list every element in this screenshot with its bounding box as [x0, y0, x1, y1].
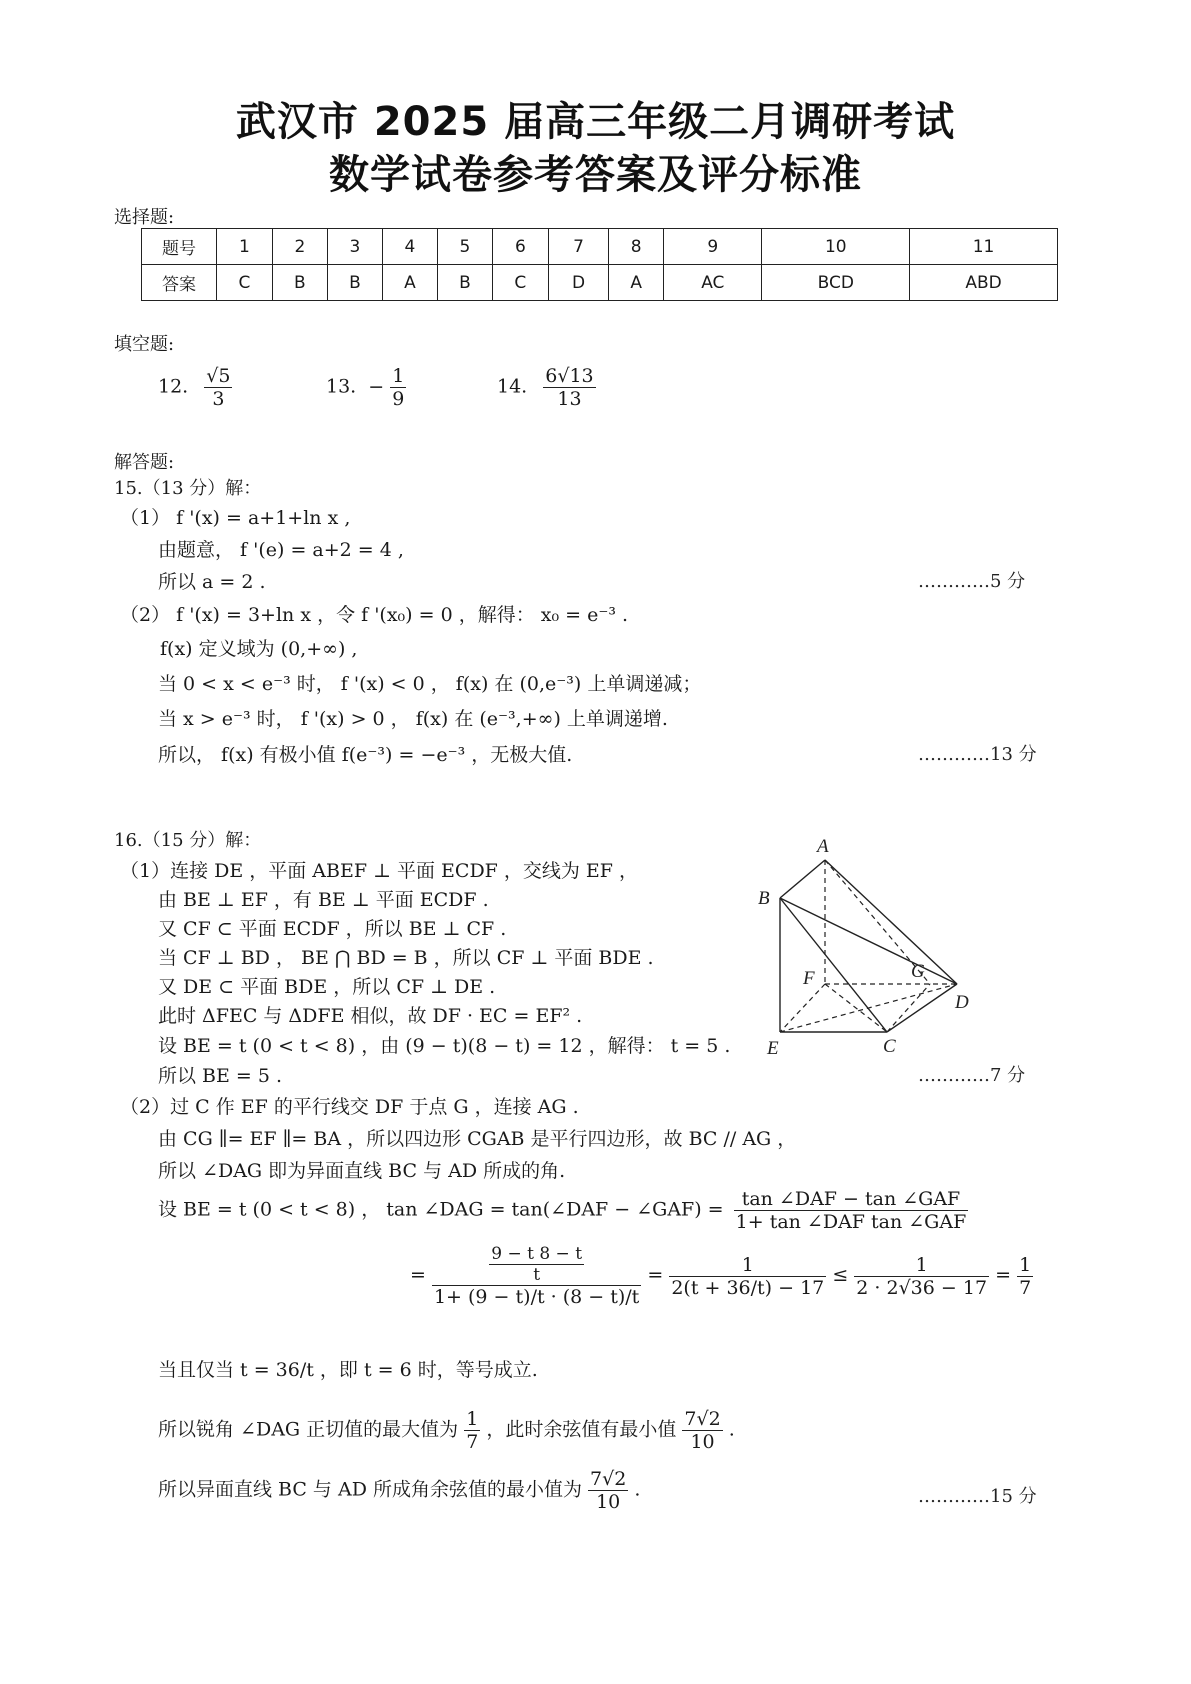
q15-line: f(x) 定义域为 (0,+∞) ,	[160, 638, 358, 660]
fraction-numerator: √5	[206, 365, 231, 387]
fraction	[734, 1188, 969, 1233]
fraction	[543, 365, 595, 410]
page-subtitle: 数学试卷参考答案及评分标准	[329, 152, 862, 198]
page-title: 武汉市 2025 届高三年级二月调研考试	[235, 99, 956, 145]
fraction-denominator: 3	[212, 388, 225, 410]
edge-fc	[825, 984, 887, 1032]
fraction-denominator: t	[533, 1265, 541, 1285]
vertex-label: C	[883, 1036, 896, 1057]
vertex-label: B	[758, 888, 770, 909]
fraction-numerator: 1	[1019, 1253, 1032, 1276]
fraction	[204, 365, 232, 410]
q15-line: 当 0 < x < e⁻³ 时， f '(x) < 0 ， f(x) 在 (0,e⁻³) 上单调递减；	[158, 673, 702, 695]
fraction	[1017, 1254, 1033, 1299]
q16-line: 所以锐角 ∠DAG 正切值的最大值为 $\frac{1}{7}$ ，此时余弦值有最小值 $\frac{7√2}{10}$ .	[158, 1408, 735, 1453]
table-cell: A	[382, 265, 437, 301]
table-cell: 4	[382, 229, 437, 265]
fill-answer-13	[326, 365, 406, 410]
table-cell: 3	[327, 229, 382, 265]
table-cell: 5	[437, 229, 492, 265]
q16-line: （1）连接 DE ，平面 ABEF ⊥ 平面 ECDF ，交线为 EF ，	[120, 860, 639, 882]
table-cell: 6	[492, 229, 548, 265]
fraction-numerator: 7√2	[590, 1468, 627, 1490]
fill-answer-14	[497, 365, 596, 410]
fraction	[669, 1254, 826, 1299]
table-cell: A	[609, 265, 664, 301]
q16-line: 当且仅当 t = 36/t ，即 t = 6 时，等号成立.	[158, 1359, 538, 1381]
table-cell: B	[327, 265, 382, 301]
table-row	[142, 265, 1058, 301]
text-segment: 所以异面直线 BC 与 AD 所成角余弦值的最小值为	[158, 1478, 582, 1501]
fraction-denominator: 13	[557, 388, 582, 410]
fraction-numerator: 9 − t 8 − t	[491, 1244, 583, 1264]
fraction-denominator: 9	[392, 388, 405, 410]
table-cell: 8	[609, 229, 664, 265]
fraction-denominator: 7	[466, 1431, 479, 1453]
q16-line: 所以 ∠DAG 即为异面直线 BC 与 AD 所成的角.	[158, 1160, 566, 1182]
q15-line: 由题意， f '(e) = a+2 = 4 ,	[158, 539, 404, 561]
fraction-denominator: 10	[596, 1491, 621, 1513]
q15-heading: 15.（13 分）解：	[114, 478, 262, 499]
q15-line: （2） f '(x) = 3+ln x ，令 f '(x₀) = 0 ，解得： x₀ = e⁻³ .	[120, 604, 629, 626]
fraction	[489, 1244, 584, 1285]
fraction-numerator: 7√2	[684, 1408, 721, 1430]
q15-line: 所以， f(x) 有极小值 f(e⁻³) = −e⁻³ ，无极大值.	[158, 744, 573, 766]
fraction-denominator: 1+ tan ∠DAF tan ∠GAF	[735, 1211, 967, 1233]
table-cell: B	[437, 265, 492, 301]
fraction-denominator: 2(t + 36/t) − 17	[671, 1276, 825, 1299]
fraction-numerator: 1	[392, 365, 405, 387]
table-head-cell: 题号	[142, 229, 217, 265]
q16-line: 由 CG ∥= EF ∥= BA ，所以四边形 CGAB 是平行四边形，故 BC // AG ，	[158, 1128, 797, 1150]
table-cell: 10	[762, 229, 910, 265]
equation-text: 设 BE = t (0 < t < 8) ， tan ∠DAG = tan(∠DAF − ∠GAF) =	[158, 1198, 724, 1221]
fraction-numerator: 1	[669, 1254, 826, 1277]
q16-line: 此时 ΔFEC 与 ΔDFE 相似，故 DF · EC = EF² .	[158, 1005, 583, 1027]
q16-heading: 16.（15 分）解：	[114, 830, 262, 851]
question-number: 13.	[326, 375, 357, 398]
edge-fe	[780, 984, 825, 1032]
minus-sign: −	[368, 375, 385, 398]
q16-line: （2）过 C 作 EF 的平行线交 DF 于点 G ，连接 AG .	[120, 1096, 579, 1118]
q16-line: 又 DE ⊂ 平面 BDE ，所以 CF ⊥ DE .	[158, 976, 496, 998]
fill-answer-12	[158, 365, 232, 410]
table-head-cell: 答案	[142, 265, 217, 301]
q16-tan-line	[158, 1188, 968, 1233]
fraction	[464, 1408, 480, 1453]
table-cell: D	[548, 265, 608, 301]
vertex-label: A	[817, 836, 829, 857]
vertex-label: G	[911, 961, 925, 982]
fraction-numerator: tan ∠DAF − tan ∠GAF	[734, 1188, 969, 1211]
edge-cd	[887, 984, 957, 1032]
table-cell: C	[217, 265, 273, 301]
q16-line: 由 BE ⊥ EF ，有 BE ⊥ 平面 ECDF .	[158, 889, 489, 911]
q16-line: 设 BE = t (0 < t < 8) ，由 (9 − t)(8 − t) = 12 ，解得： t = 5 .	[158, 1035, 731, 1057]
vertex-label: D	[955, 992, 969, 1013]
fill-section-label: 填空题:	[114, 334, 175, 355]
fraction-denominator: 7	[1019, 1276, 1032, 1299]
fraction-numerator: 1	[466, 1408, 479, 1430]
geometry-figure	[755, 832, 975, 1064]
fraction-denominator: 1+ (9 − t)/t · (8 − t)/t	[433, 1286, 640, 1308]
choice-section-label: 选择题:	[114, 207, 175, 228]
edge-ad	[825, 860, 957, 984]
fraction	[682, 1408, 722, 1453]
score-mark: …………15 分	[918, 1486, 1037, 1507]
table-cell: C	[492, 265, 548, 301]
q16-line: 当 CF ⊥ BD ， BE ⋂ BD = B ，所以 CF ⊥ 平面 BDE .	[158, 947, 654, 969]
solve-section-label: 解答题:	[114, 452, 175, 473]
score-mark: …………13 分	[918, 744, 1037, 765]
le-sign: ≤	[832, 1264, 849, 1286]
fraction-numerator: 6√13	[545, 365, 594, 387]
table-row	[142, 229, 1058, 265]
q16-equation: = $\frac{\frac{9 - t 8 - t}{t}}{1+ (9 - t)/t \cdot (8 - t)/t}$ = $\frac{1}{2(t + 36/t) - 17}$ ≤ $\frac{1}{2 \cdot 2√36 - 17}$ = $\frac{1}{7}$	[410, 1244, 1032, 1308]
table-cell: 7	[548, 229, 608, 265]
fraction	[588, 1468, 628, 1513]
table-cell: 11	[910, 229, 1058, 265]
fraction	[390, 365, 406, 410]
vertex-label: E	[767, 1038, 779, 1059]
question-number: 12.	[158, 375, 189, 398]
answer-table	[141, 228, 1058, 301]
score-mark: …………7 分	[918, 1065, 1026, 1086]
fraction-numerator	[432, 1244, 641, 1286]
edge-ab	[780, 860, 825, 898]
table-cell: 2	[272, 229, 327, 265]
fraction	[432, 1244, 641, 1308]
table-cell: 9	[664, 229, 762, 265]
edge-ed	[780, 984, 957, 1032]
fraction	[854, 1254, 989, 1299]
question-number: 14.	[497, 375, 528, 398]
text-segment: ，此时余弦值有最小值	[486, 1418, 677, 1441]
q15-line: 所以 a = 2 .	[158, 571, 266, 593]
edge-cg	[887, 984, 930, 1032]
q15-line: 当 x > e⁻³ 时， f '(x) > 0 ， f(x) 在 (e⁻³,+∞) 上单调递增.	[158, 708, 668, 730]
table-cell: ABD	[910, 265, 1058, 301]
fraction-denominator: 2 · 2√36 − 17	[856, 1276, 988, 1299]
fraction-denominator: 10	[690, 1431, 715, 1453]
text-segment: 所以锐角 ∠DAG 正切值的最大值为	[158, 1418, 459, 1441]
q15-line: （1） f '(x) = a+1+ln x ,	[120, 507, 351, 529]
table-cell: AC	[664, 265, 762, 301]
score-mark: …………5 分	[918, 571, 1026, 592]
q16-line: 所以异面直线 BC 与 AD 所成角余弦值的最小值为 $\frac{7√2}{10}$ .	[158, 1468, 641, 1513]
fraction-numerator: 1	[854, 1254, 989, 1277]
q16-line: 又 CF ⊂ 平面 ECDF ，所以 BE ⊥ CF .	[158, 918, 507, 940]
table-cell: B	[272, 265, 327, 301]
table-cell: 1	[217, 229, 273, 265]
edge-bc	[780, 898, 887, 1032]
q16-line: 所以 BE = 5 .	[158, 1065, 283, 1087]
table-cell: BCD	[762, 265, 910, 301]
vertex-label: F	[803, 968, 815, 989]
